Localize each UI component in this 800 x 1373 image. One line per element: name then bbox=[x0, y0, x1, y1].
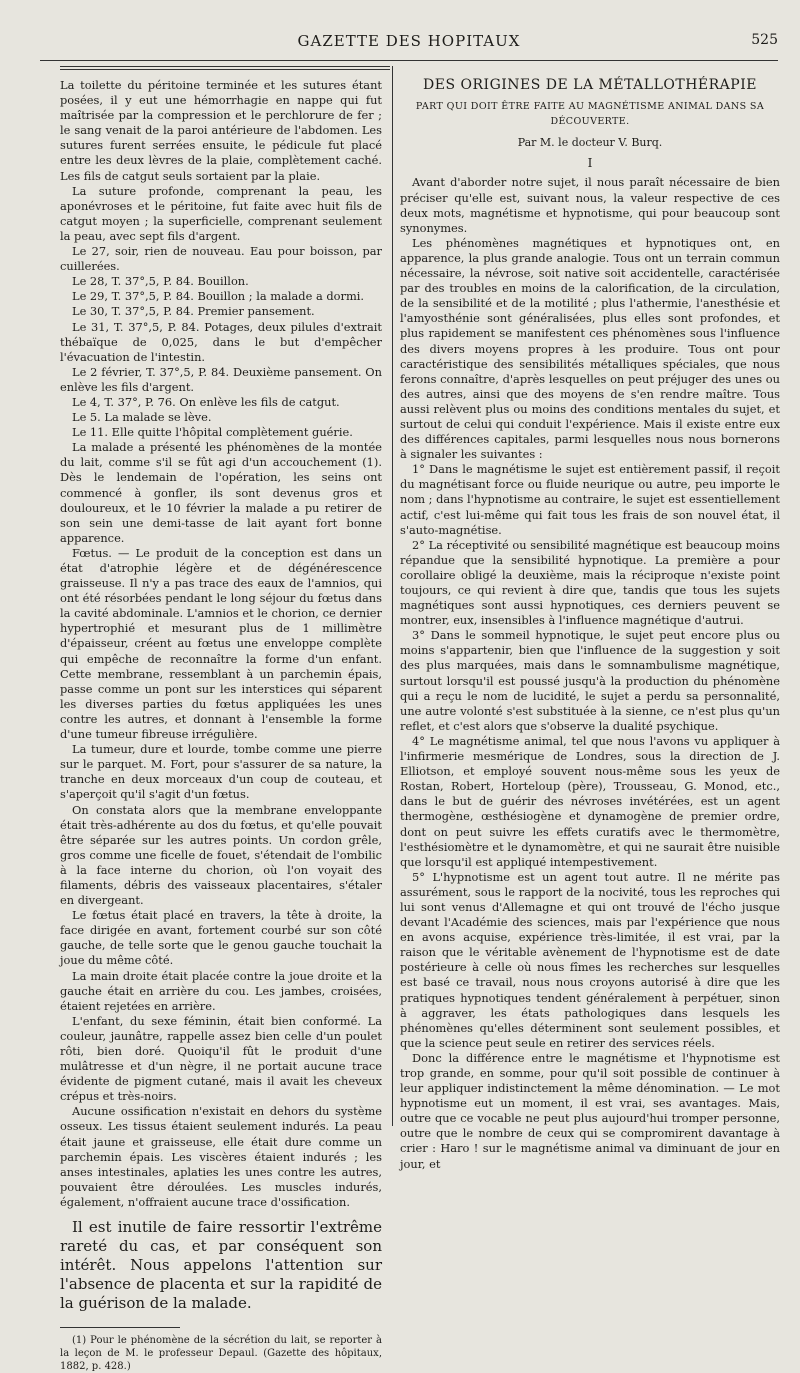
left-column bbox=[60, 78, 382, 1373]
section-number: I bbox=[587, 156, 593, 171]
paragraph: Le 2 février, T. 37°,5, P. 84. Deuxième pansement. On enlève les fils d'argent. bbox=[60, 364, 382, 394]
column-divider bbox=[392, 66, 393, 1126]
paragraph: Le 30, T. 37°,5, P. 84. Premier pansement. bbox=[72, 304, 315, 319]
paragraph: L'enfant, du sexe féminin, était bien conformé. La couleur, jaunâtre, rappelle assez bien celle d'un poulet rôti, bien doré. Quoiqu'il fût le produit d'une mulâtresse et d'un nègre, il ne portait aucune trace évidente de pigment cutané, mais il avait les cheveux crépus et très-noirs. bbox=[60, 1013, 382, 1104]
paragraph: On constata alors que la membrane enveloppante était très-adhérente au dos du fœtus, et qu'elle pouvait être séparée sur les autres points. Un cordon grêle, gros comme une ficelle de fouet, s'étendait de l'ombilic à la face interne du chorion, où l'on voyait des filaments, débris des vaisseaux placentaires, s'étaler en divergeant. bbox=[60, 802, 382, 908]
paragraph: 2° La réceptivité ou sensibilité magnétique est beaucoup moins répandue que la sensibilité hypnotique. La première a pour corollaire obligé la deuxième, mais la réciproque n'existe point toujours, ce qui revient à dire que, tandis que tous les sujets magnétiques sont aussi hypnotiques, ces derniers peuvent se montrer, eux, insensibles à l'influence magnétique d'autrui. bbox=[400, 537, 780, 628]
journal-title: GAZETTE DES HOPITAUX bbox=[297, 32, 521, 50]
page-number: 525 bbox=[751, 32, 778, 48]
paragraph: Fœtus. — Le produit de la conception est dans un état d'atrophie légère et de dégénérescence graisseuse. Il n'y a pas trace des eaux de l'amnios, qui ont été résorbées pendant le long séjour du fœtus dans la cavité abdominale. L'amnios et le chorion, ce dernier hypertrophié et mesurant plus de 1 millimètre d'épaisseur, créent au fœtus une enveloppe complète qui empêche de reconnaître la forme d'un enfant. Cette membrane, ressemblant à un parchemin épais, passe comme un pont sur les interstices qui séparent les diverses parties du fœtus appliquées les unes contre les autres, et donnant à l'ensemble la forme d'une tumeur fibreuse irrégulière. bbox=[60, 545, 382, 742]
paragraph: Aucune ossification n'existait en dehors du système osseux. Les tissus étaient seulement indurés. La peau était jaune et graisseuse, elle était dure comme un parchemin épais. Les viscères étaient indurés ; les anses intestinales, aplaties les unes contre les autres, pouvaient être déroulées. Les muscles indurés, également, n'offraient aucune trace d'ossification. bbox=[60, 1104, 382, 1209]
paragraph: La tumeur, dure et lourde, tombe comme une pierre sur le parquet. M. Fort, pour s'assurer de sa nature, la tranche en deux morceaux d'un coup de couteau, et s'aperçoit qu'il s'agit d'un fœtus. bbox=[60, 742, 382, 802]
paragraph: 1° Dans le magnétisme le sujet est entièrement passif, il reçoit du magnétisant force ou fluide neurique ou autre, peu importe le nom ; dans l'hypnotisme au contraire, le sujet est essentiellement actif, c'est lui-même qui fait tous les frais de son nouvel état, il s'auto-magnétise. bbox=[400, 462, 780, 537]
paragraph: Le 5. La malade se lève. bbox=[72, 410, 212, 425]
running-header bbox=[40, 30, 778, 61]
footnote: (1) Pour le phénomène de la sécrétion du lait, se reporter à la leçon de M. le professeur Depaul. (Gazette des hôpitaux, 1882, p. 428.) bbox=[60, 1335, 382, 1373]
paragraph: Avant d'aborder notre sujet, il nous paraît nécessaire de bien préciser qu'elle est, suivant nous, la valeur respective de ces deux mots, magnétisme et hypnotisme, qui pour beaucoup sont synonymes. bbox=[400, 175, 780, 235]
header-rule bbox=[60, 69, 390, 70]
paragraph: La toilette du péritoine terminée et les sutures étant posées, il y eut une hémorrhagie en nappe qui fut maîtrisée par la compression et le perchlorure de fer ; le sang venait de la paroi antérieure de l'abdomen. Les sutures furent serrées ensuite, le pédicule fut placé entre les deux lèvres de la plaie, complètement caché. Les fils de catgut seuls sortaient par la plaie. bbox=[60, 78, 382, 183]
paragraph: Le 28, T. 37°,5, P. 84. Bouillon. bbox=[72, 274, 249, 289]
paragraph: 5° L'hypnotisme est un agent tout autre. Il ne mérite pas assurément, sous le rapport de la nocivité, tous les reproches qui lui sont venus d'Allemagne et qui ont trouvé de l'écho jusque devant l'Académie des sciences, mais par l'expérience que nous en avons acquise, expérience très-limitée, il est vrai, par la raison que le véritable avènement de l'hypnotisme est de date postérieure à celle où nous fîmes les recherches sur lesquelles est basé ce travail, nous nous croyons autorisé à dire que les pratiques hypnotiques tendent généralement à perpétuer, sinon à aggraver, les états pathologiques dans lesquels les phénomènes qu'elles déterminent sont seulement possibles, et que la science peut seule en retirer des services réels. bbox=[400, 869, 780, 1050]
paragraph: Le 29, T. 37°,5, P. 84. Bouillon ; la malade a dormi. bbox=[72, 289, 365, 304]
paragraph: Donc la différence entre le magnétisme et l'hypnotisme est trop grande, en somme, pour qu'il soit possible de continuer à leur appliquer indistinctement la même dénomination. — Le mot hypnotisme eut un moment, il est vrai, ses avantages. Mais, outre que ce vocable ne peut plus aujourd'hui tromper personne, outre que le nombre de ceux qui se compromirent davantage à crier : Haro ! sur le magnétisme animal va diminuant de jour en jour, et bbox=[400, 1050, 780, 1171]
conclusion-paragraph: Il est inutile de faire ressortir l'extrême rareté du cas, et par conséquent son intérêt. Nous appelons l'attention sur l'absence de placenta et sur la rapidité de la guérison de la malade. bbox=[60, 1218, 382, 1313]
paragraph: Les phénomènes magnétiques et hypnotiques ont, en apparence, la plus grande analogie. Tous ont un terrain commun nécessaire, la névrose, soit native soit accidentelle, caractérisée par des troubles en moins de la calorification, de la circulation, de la sensibilité et de la motilité ; plus l'athermie, l'anesthésie et l'amyosthénie sont généralisées, plus elles sont profondes, et plus rapidement se manifestent ces phénomènes sous l'influence des divers moyens propres à les produire. Tous ont pour caractéristique des sensibilités métalliques spéciales, que nous ferons connaître, d'après lesquelles on peut préjuger des unes ou des autres, ainsi que des moyens de s'en rendre maître. Tous aussi relèvent plus ou moins des conditions mentales du sujet, et surtout de celui qui conduit l'expérience. Mais il existe entre eux des différences capitales, parmi lesquelles nous nous bornerons à signaler les suivantes : bbox=[400, 235, 780, 462]
header-rule bbox=[60, 66, 390, 67]
paragraph: Le 27, soir, rien de nouveau. Eau pour boisson, par cuillerées. bbox=[60, 244, 382, 274]
paragraph: La malade a présenté les phénomènes de la montée du lait, comme s'il se fût agi d'un accouchement (1). Dès le lendemain de l'opération, les seins ont commencé à gonfler, ils sont devenus gros et douloureux, et le 10 février la malade a pu retirer de son sein une demi-tasse de lait ayant fort bonne apparence. bbox=[60, 440, 382, 545]
paragraph: Le fœtus était placé en travers, la tête à droite, la face dirigée en avant, fortement courbé sur son côté gauche, de telle sorte que le genou gauche touchait la joue du même côté. bbox=[60, 908, 382, 968]
footnote-rule bbox=[60, 1327, 180, 1328]
paragraph: La main droite était placée contre la joue droite et la gauche était en arrière du cou. Les jambes, croisées, étaient rejetées en arrière. bbox=[60, 968, 382, 1013]
article-author: Par M. le docteur V. Burq. bbox=[517, 136, 663, 150]
article-subtitle: PART QUI DOIT ÊTRE FAITE AU MAGNÉTISME ANIMAL DANS SA DÉCOUVERTE. bbox=[415, 101, 765, 128]
article-title: DES ORIGINES DE LA MÉTALLOTHÉRAPIE bbox=[423, 77, 757, 93]
paragraph: La suture profonde, comprenant la peau, les aponévroses et le péritoine, fut faite avec huit fils de catgut moyen ; la superficielle, comprenant seulement la peau, avec sept fils d'argent. bbox=[60, 183, 382, 243]
right-column bbox=[400, 78, 780, 1172]
paragraph: 3° Dans le sommeil hypnotique, le sujet peut encore plus ou moins s'appartenir, bien que l'influence de la suggestion y soit des plus marquées, mais dans le somnambulisme magnétique, surtout lorsqu'il est poussé jusqu'à la production du phénomène qui a reçu le nom de lucidité, le sujet a perdu sa personnalité, une autre volonté s'est substituée à la sienne, ce n'est plus qu'un reflet, et c'est alors que s'observe la dualité psychique. bbox=[400, 628, 780, 733]
paragraph: Le 11. Elle quitte l'hôpital complètement guérie. bbox=[72, 425, 353, 440]
paragraph: Le 4, T. 37°, P. 76. On enlève les fils de catgut. bbox=[72, 394, 340, 409]
paragraph: 4° Le magnétisme animal, tel que nous l'avons vu appliquer à l'infirmerie mesmérique de Londres, sous la direction de J. Elliotson, et employé souvent nous-même sous les yeux de Rostan, Robert, Horteloup (père), Trousseau, G. Monod, etc., dans le but de guérir des névroses invétérées, est un agent thermogène, œsthésiogène et dynamogène de premier ordre, dont on peut suivre les effets curatifs avec le thermomètre, l'esthésiomètre et le dynamomètre, et qui ne saurait être nuisible que lorsqu'il est appliqué intempestivement. bbox=[400, 733, 780, 869]
paragraph: Le 31, T. 37°,5, P. 84. Potages, deux pilules d'extrait thébaïque de 0,025, dans le but d'empêcher l'évacuation de l'intestin. bbox=[60, 319, 382, 364]
